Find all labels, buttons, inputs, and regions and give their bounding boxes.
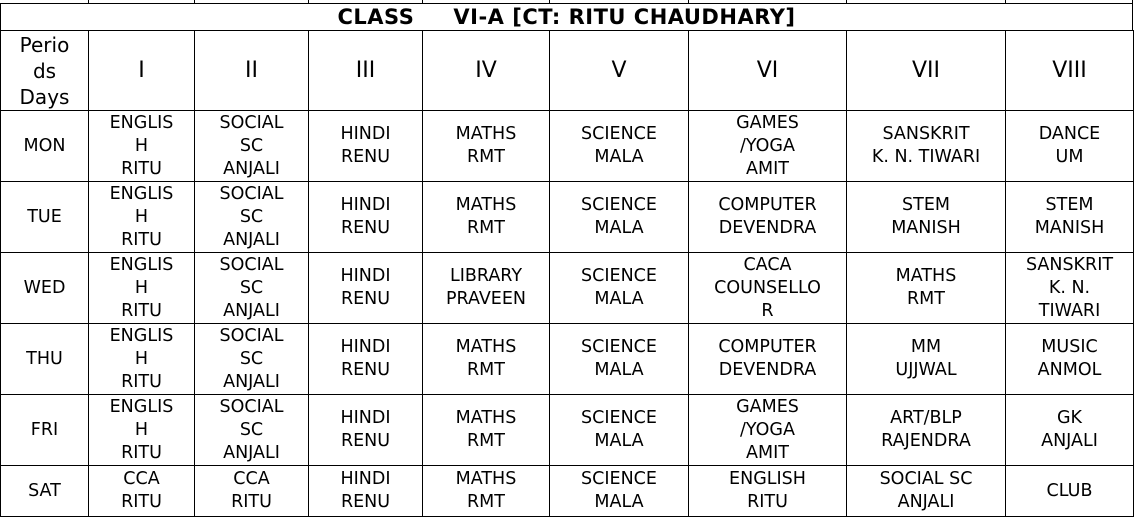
subject-teacher: GAMES /YOGA AMIT <box>736 112 799 179</box>
period-header-3: III <box>309 31 423 111</box>
day-row-wed <box>1 253 1134 324</box>
period-cell <box>195 253 309 324</box>
period-cell <box>847 466 1006 517</box>
subject-teacher: MM UJJWAL <box>895 337 957 380</box>
subject-teacher: MATHS RMT <box>455 469 517 512</box>
subject-teacher: SANSKRIT K. N. TIWARI <box>871 124 981 167</box>
subject-teacher: ENGLIS H RITU <box>109 183 174 250</box>
period-cell <box>195 466 309 517</box>
period-cell <box>550 324 689 395</box>
class-title: CLASS VI-A [CT: RITU CHAUDHARY] <box>0 3 1133 31</box>
subject-teacher: SOCIAL SC ANJALI <box>219 325 284 392</box>
period-cell <box>423 395 550 466</box>
period-header-2: II <box>195 31 309 111</box>
subject-teacher: MATHS RMT <box>895 266 957 309</box>
period-cell <box>847 182 1006 253</box>
period-cell <box>309 111 423 182</box>
day-label: THU <box>1 324 89 395</box>
subject-teacher: SCIENCE MALA <box>581 469 657 512</box>
day-label: FRI <box>1 395 89 466</box>
period-header-4: IV <box>423 31 550 111</box>
day-row-mon <box>1 111 1134 182</box>
period-cell <box>550 395 689 466</box>
subject-teacher: HINDI RENU <box>340 266 391 309</box>
period-cell <box>423 111 550 182</box>
period-cell <box>689 395 847 466</box>
period-header-8: VIII <box>1006 31 1134 111</box>
subject-teacher: SOCIAL SC ANJALI <box>879 469 973 512</box>
period-cell <box>689 111 847 182</box>
period-cell <box>195 395 309 466</box>
timetable <box>0 30 1134 517</box>
subject-teacher: LIBRARY PRAVEEN <box>445 266 527 309</box>
subject-teacher: HINDI RENU <box>340 124 391 167</box>
day-label: SAT <box>1 466 89 517</box>
subject-teacher: COMPUTER DEVENDRA <box>718 337 817 380</box>
subject-teacher: STEM MANISH <box>1034 195 1105 238</box>
period-header-6: VI <box>689 31 847 111</box>
period-cell <box>847 324 1006 395</box>
subject-teacher: ENGLISH RITU <box>729 469 806 512</box>
day-label: WED <box>1 253 89 324</box>
period-cell <box>89 111 195 182</box>
period-cell <box>1006 395 1134 466</box>
period-cell <box>550 182 689 253</box>
period-cell <box>1006 324 1134 395</box>
subject-teacher: CCA RITU <box>231 469 272 512</box>
subject-teacher: CACA COUNSELLO R <box>714 254 821 321</box>
subject-teacher: SOCIAL SC ANJALI <box>219 183 284 250</box>
subject-teacher: GAMES /YOGA AMIT <box>736 396 799 463</box>
subject-teacher: ART/BLP RAJENDRA <box>881 408 971 451</box>
period-cell <box>309 395 423 466</box>
day-row-fri <box>1 395 1134 466</box>
period-cell <box>89 253 195 324</box>
period-cell <box>1006 466 1134 517</box>
subject-teacher: MUSIC ANMOL <box>1037 337 1102 380</box>
period-cell <box>423 466 550 517</box>
subject-teacher: ENGLIS H RITU <box>109 396 174 463</box>
period-cell <box>689 182 847 253</box>
subject-teacher: SCIENCE MALA <box>581 195 657 238</box>
period-cell <box>309 324 423 395</box>
period-cell <box>423 324 550 395</box>
period-cell <box>847 111 1006 182</box>
subject-teacher: ENGLIS H RITU <box>109 112 174 179</box>
subject-teacher: COMPUTER DEVENDRA <box>718 195 817 238</box>
period-header-5: V <box>550 31 689 111</box>
period-cell <box>550 253 689 324</box>
period-cell <box>550 466 689 517</box>
period-cell <box>550 111 689 182</box>
subject-teacher: GK ANJALI <box>1041 408 1098 451</box>
day-row-tue <box>1 182 1134 253</box>
period-cell <box>89 182 195 253</box>
period-cell <box>309 466 423 517</box>
subject-teacher: STEM MANISH <box>891 195 961 238</box>
period-cell <box>195 324 309 395</box>
period-cell <box>1006 253 1134 324</box>
period-header-row <box>1 31 1134 111</box>
day-label: TUE <box>1 182 89 253</box>
period-cell <box>689 324 847 395</box>
period-cell <box>89 466 195 517</box>
subject-teacher: MATHS RMT <box>455 337 517 380</box>
period-cell <box>309 182 423 253</box>
subject-teacher: DANCE UM <box>1038 124 1101 167</box>
day-row-thu <box>1 324 1134 395</box>
subject-teacher: HINDI RENU <box>340 195 391 238</box>
subject-teacher: CCA RITU <box>121 469 162 512</box>
subject-teacher: SCIENCE MALA <box>581 337 657 380</box>
subject-teacher: SCIENCE MALA <box>581 124 657 167</box>
period-cell <box>1006 111 1134 182</box>
subject-teacher: MATHS RMT <box>455 195 517 238</box>
subject-teacher: SCIENCE MALA <box>581 266 657 309</box>
subject-teacher: MATHS RMT <box>455 408 517 451</box>
subject-teacher: SOCIAL SC ANJALI <box>219 254 284 321</box>
subject-teacher: MATHS RMT <box>455 124 517 167</box>
period-cell <box>1006 182 1134 253</box>
period-cell <box>689 466 847 517</box>
period-cell <box>309 253 423 324</box>
period-cell <box>423 182 550 253</box>
period-cell <box>689 253 847 324</box>
period-cell <box>195 111 309 182</box>
period-cell <box>89 324 195 395</box>
period-cell <box>195 182 309 253</box>
period-cell <box>89 395 195 466</box>
subject-teacher: ENGLIS H RITU <box>109 254 174 321</box>
period-cell <box>423 253 550 324</box>
subject-teacher: SCIENCE MALA <box>581 408 657 451</box>
subject-teacher: HINDI RENU <box>340 408 391 451</box>
corner-cell <box>1 31 89 111</box>
period-cell <box>847 253 1006 324</box>
subject-teacher: ENGLIS H RITU <box>109 325 174 392</box>
subject-teacher: CLUB <box>1046 480 1093 501</box>
day-label: MON <box>1 111 89 182</box>
corner-label: Perio ds Days <box>19 32 70 109</box>
subject-teacher: HINDI RENU <box>340 337 391 380</box>
period-cell <box>847 395 1006 466</box>
day-row-sat <box>1 466 1134 517</box>
subject-teacher: SANSKRIT K. N. TIWARI <box>1025 254 1114 321</box>
subject-teacher: SOCIAL SC ANJALI <box>219 396 284 463</box>
period-header-1: I <box>89 31 195 111</box>
subject-teacher: SOCIAL SC ANJALI <box>219 112 284 179</box>
subject-teacher: HINDI RENU <box>340 469 391 512</box>
period-header-7: VII <box>847 31 1006 111</box>
